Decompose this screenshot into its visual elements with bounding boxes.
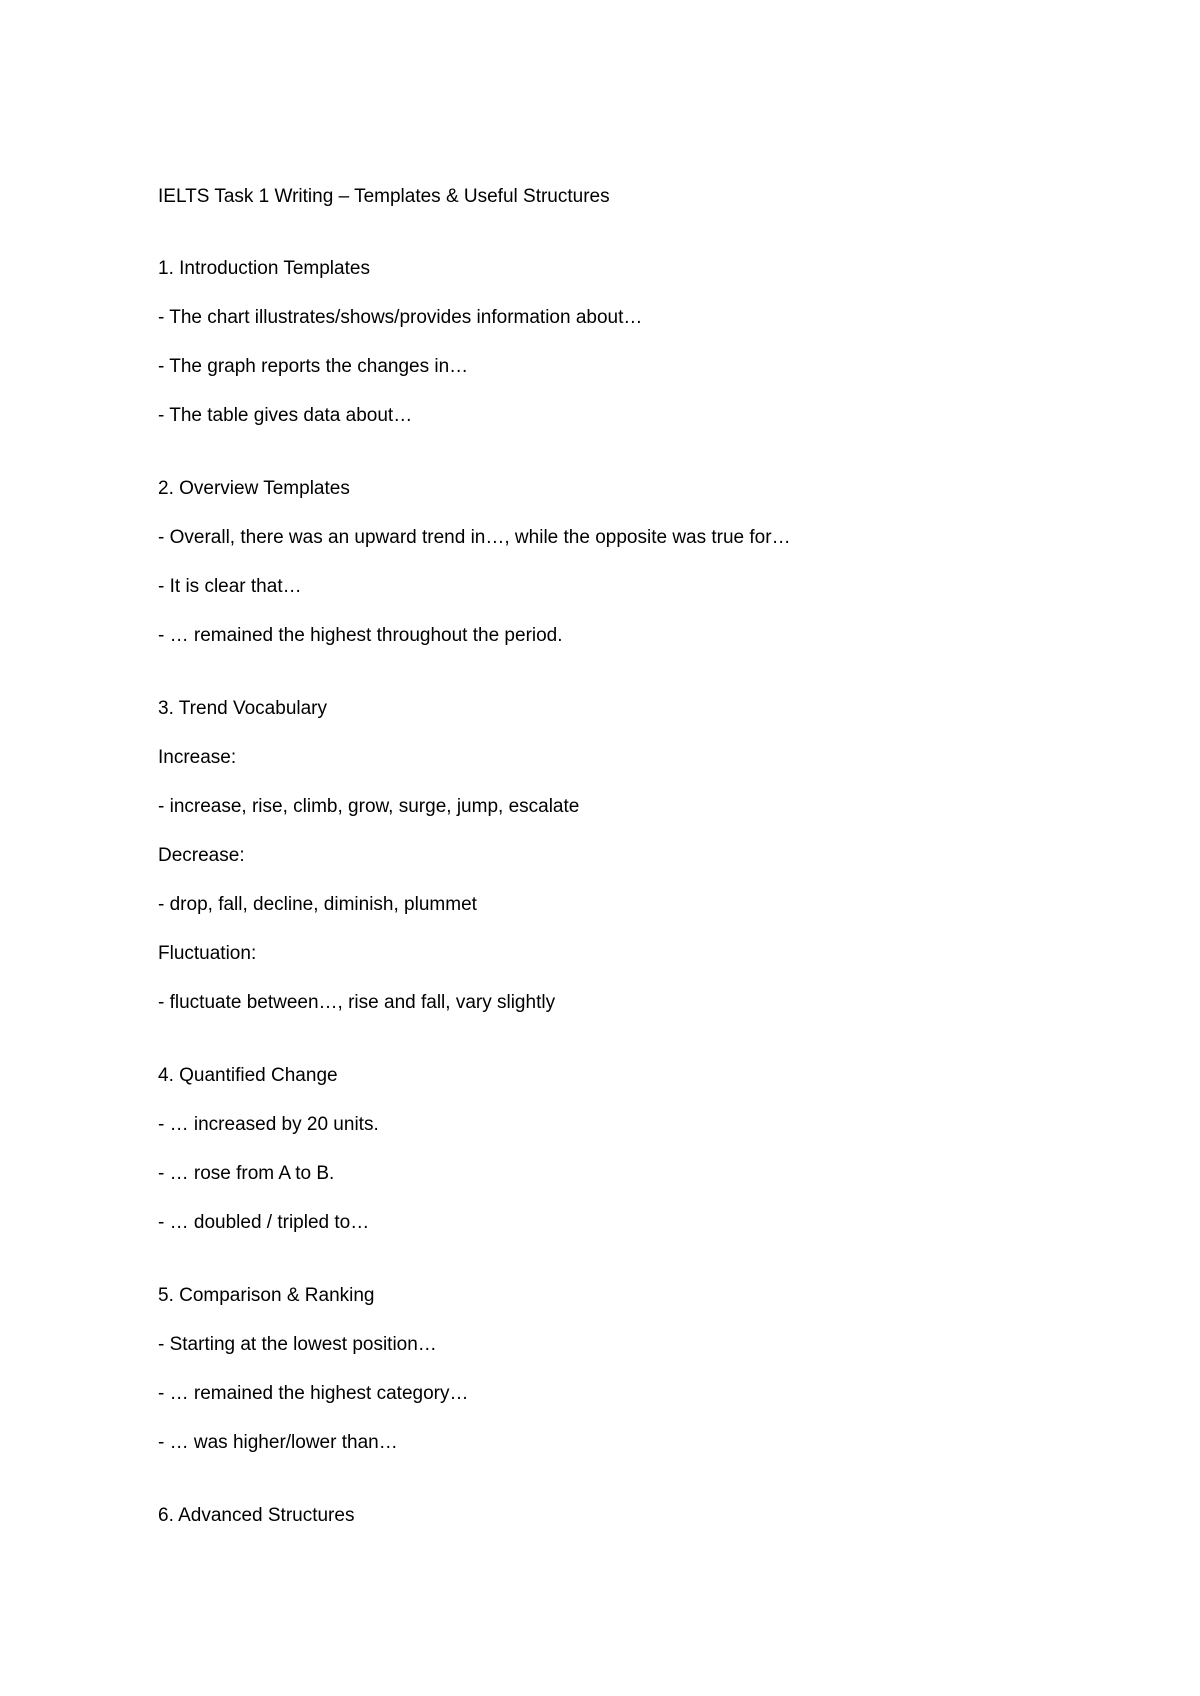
section-heading-advanced-structures: 6. Advanced Structures [158, 1505, 355, 1526]
list-item: - … increased by 20 units. [158, 1114, 379, 1135]
list-item: - drop, fall, decline, diminish, plummet [158, 894, 477, 915]
list-item: - The graph reports the changes in… [158, 356, 469, 377]
list-item: - … remained the highest throughout the period. [158, 625, 563, 646]
list-item: - … was higher/lower than… [158, 1432, 398, 1453]
section-heading-overview: 2. Overview Templates [158, 478, 350, 499]
section-heading-trend-vocabulary: 3. Trend Vocabulary [158, 698, 327, 719]
subheading-fluctuation: Fluctuation: [158, 943, 257, 964]
list-item: - Overall, there was an upward trend in…, while the opposite was true for… [158, 527, 791, 548]
list-item: - increase, rise, climb, grow, surge, jump, escalate [158, 796, 580, 817]
list-item: - The table gives data about… [158, 405, 413, 426]
list-item: - … doubled / tripled to… [158, 1212, 370, 1233]
list-item: - fluctuate between…, rise and fall, vary slightly [158, 992, 556, 1013]
document-title: IELTS Task 1 Writing – Templates & Useful Structures [158, 186, 610, 207]
section-heading-quantified-change: 4. Quantified Change [158, 1065, 338, 1086]
list-item: - … rose from A to B. [158, 1163, 335, 1184]
list-item: - … remained the highest category… [158, 1383, 469, 1404]
section-heading-introduction: 1. Introduction Templates [158, 258, 370, 279]
list-item: - Starting at the lowest position… [158, 1334, 437, 1355]
subheading-decrease: Decrease: [158, 845, 245, 866]
subheading-increase: Increase: [158, 747, 237, 768]
list-item: - The chart illustrates/shows/provides information about… [158, 307, 643, 328]
list-item: - It is clear that… [158, 576, 302, 597]
section-heading-comparison-ranking: 5. Comparison & Ranking [158, 1285, 375, 1306]
